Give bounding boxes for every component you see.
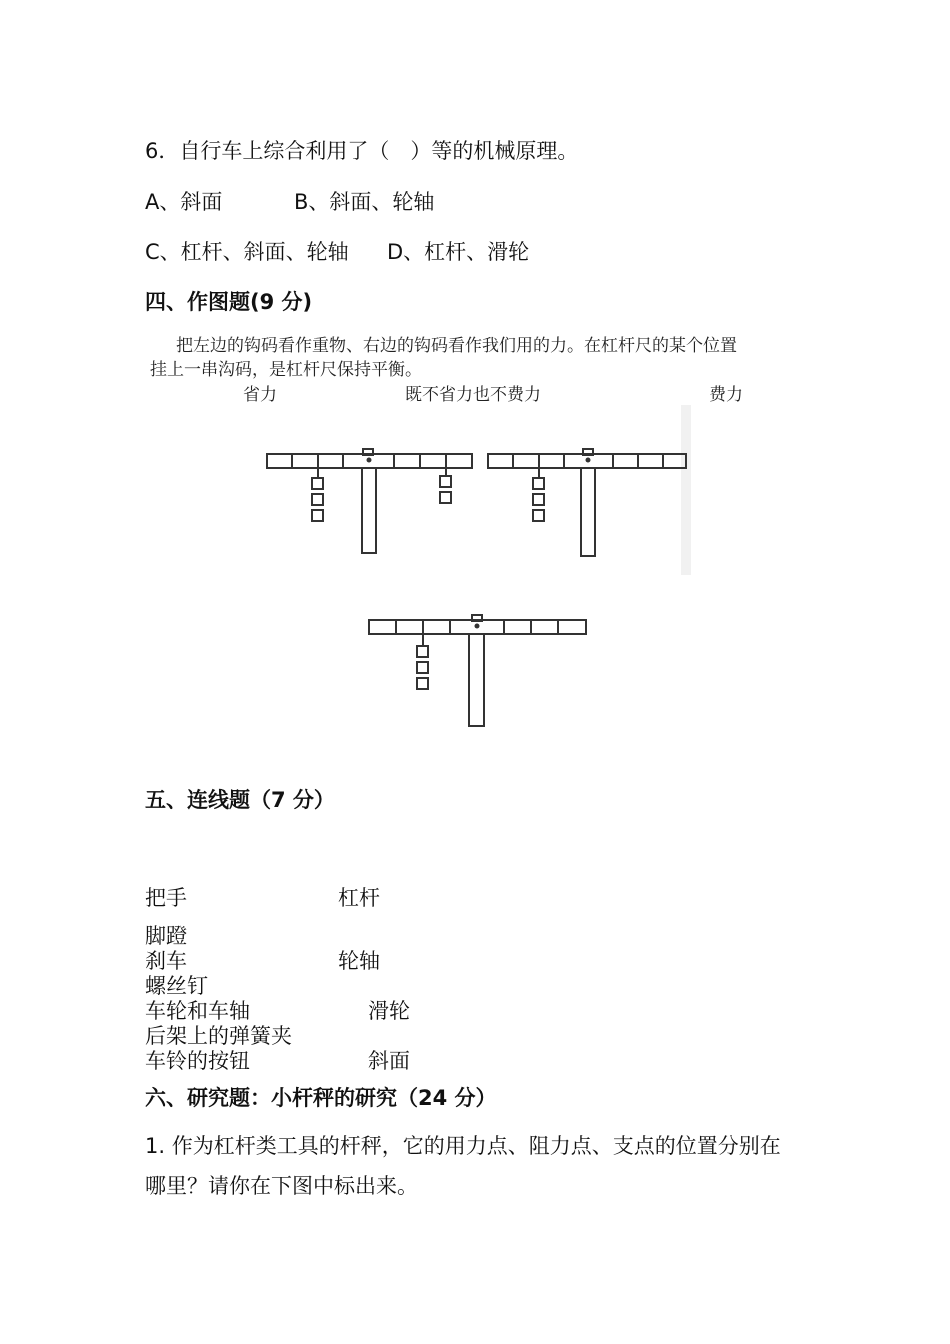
lever-diagram-1 [266, 448, 476, 556]
section6-q1-line2: 哪里？请你在下图中标出来。 [145, 1174, 418, 1198]
section4-instruction-line1: 把左边的钩码看作重物、右边的钩码看作我们用的力。在杠杆尺的某个位置 [176, 336, 737, 356]
right-item: 斜面 [368, 1049, 410, 1073]
left-item: 脚蹬 [145, 924, 187, 948]
section6-q1-line1: 1. 作为杠杆类工具的杆秤，它的用力点、阻力点、支点的位置分别在 [145, 1134, 781, 1158]
section4-instruction-line2: 挂上一串沟码，是杠杆尺保持平衡。 [150, 360, 422, 380]
label-save-force: 省力 [243, 385, 277, 405]
lever-diagram-2 [487, 448, 692, 558]
label-cost-force: 费力 [709, 385, 743, 405]
section6-heading: 六、研究题：小杆秤的研究（24 分） [145, 1086, 497, 1110]
q6-option-b: B、斜面、轮轴 [294, 190, 435, 214]
left-item: 螺丝钉 [145, 974, 208, 998]
q6-stem: 6．自行车上综合利用了（ ）等的机械原理。 [145, 139, 579, 163]
right-item: 滑轮 [368, 999, 410, 1023]
right-item: 杠杆 [338, 886, 380, 910]
left-item: 后架上的弹簧夹 [145, 1024, 292, 1048]
q6-option-d: D、杠杆、滑轮 [387, 240, 530, 264]
section4-heading: 四、作图题(9 分) [145, 290, 313, 314]
lever-diagram-3 [368, 614, 590, 734]
left-item: 车轮和车轴 [145, 999, 250, 1023]
right-item: 轮轴 [338, 949, 380, 973]
left-item: 刹车 [145, 949, 187, 973]
left-item: 车铃的按钮 [145, 1049, 250, 1073]
label-neutral: 既不省力也不费力 [405, 385, 541, 405]
q6-option-a: A、斜面 [145, 190, 223, 214]
q6-option-c: C、杠杆、斜面、轮轴 [145, 240, 349, 264]
section5-heading: 五、连线题（7 分） [145, 788, 335, 812]
left-item: 把手 [145, 886, 187, 910]
